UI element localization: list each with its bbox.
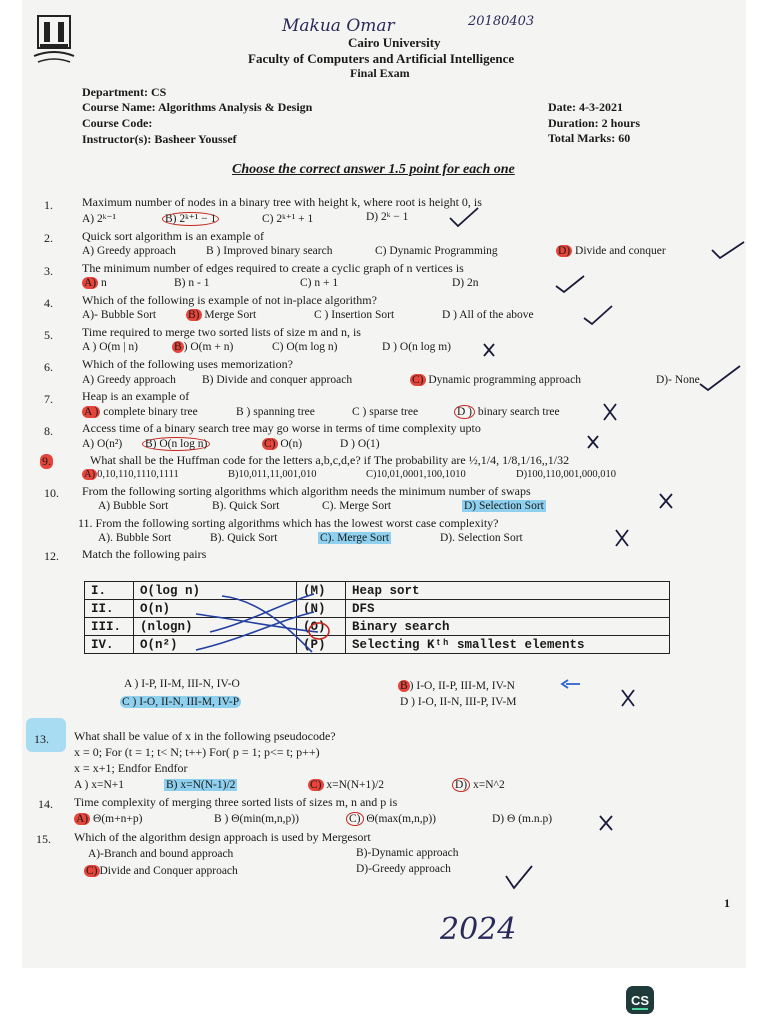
q3-d-text: 2n <box>467 277 479 289</box>
q4-text: Which of the following is example of not in-place algorithm? <box>82 293 377 307</box>
q15-text: Which of the algorithm design approach is used by Mergesort <box>74 830 371 844</box>
q11-option-b[interactable]: B). Quick Sort <box>210 532 278 544</box>
q15-option-b[interactable]: B)-Dynamic approach <box>356 847 459 859</box>
row-complexity: O(log n) <box>134 582 297 600</box>
q3-c-label: C) <box>300 277 312 289</box>
q8-number: 8. <box>44 424 53 438</box>
q2-text: Quick sort algorithm is an example of <box>82 229 264 243</box>
q10-number: 10. <box>44 486 59 500</box>
q6-c-circled: C) <box>412 374 424 386</box>
q10-option-c[interactable]: C). Merge Sort <box>322 500 392 512</box>
q3-d-label: D) <box>452 277 465 289</box>
q3-number: 3. <box>44 264 53 278</box>
row-roman: IV. <box>85 636 134 654</box>
cross-icon <box>484 344 494 356</box>
q13-number: 13. <box>34 732 49 746</box>
q5-b-circled: B <box>174 341 182 353</box>
row-algorithm: DFS <box>346 600 670 618</box>
check-icon <box>712 242 744 258</box>
q13-b-highlight: B) x=N(N-1)/2 <box>166 779 236 791</box>
q5-b-text: ) O(m + n) <box>183 341 234 353</box>
exam-date: Date: 4-3-2021 <box>548 100 623 114</box>
q4-b-text: Merge Sort <box>204 309 257 321</box>
q14-c-circled: C) <box>346 812 364 826</box>
q10-text: From the following sorting algorithms which algorithm needs the minimum number of swaps <box>82 484 531 498</box>
q1-option-c[interactable]: C) 2ᵏ⁺¹ + 1 <box>262 213 314 225</box>
q8-option-a[interactable]: A) O(n²) <box>82 438 123 450</box>
row-algorithm: Selecting Kᵗʰ smallest elements <box>346 636 670 654</box>
q3-c-text: n + 1 <box>314 277 339 289</box>
q15-c-circled: C) <box>86 865 98 877</box>
row-roman: I. <box>85 582 134 600</box>
q4-number: 4. <box>44 296 53 310</box>
row-letter: (P) <box>297 636 346 654</box>
university-name: Cairo University <box>348 35 441 50</box>
q9-text: What shall be the Huffman code for the letters a,b,c,d,e? if The probability are ½,1/4, 1/8,1/16,,1/32 <box>90 453 570 467</box>
faculty-name: Faculty of Computers and Artificial Intelligence <box>248 51 515 66</box>
q1-option-a[interactable]: A) 2ᵏ⁻¹ <box>82 213 116 225</box>
q3-a-circled: A) <box>84 277 97 289</box>
q9-a-text: 0,10,110,1110,1111 <box>97 469 179 480</box>
q11-option-d[interactable]: D). Selection Sort <box>440 532 523 544</box>
q1-text: Maximum number of nodes in a binary tree with height k, where root is height 0, is <box>82 195 482 209</box>
cross-icon <box>616 530 628 546</box>
arrow-icon <box>562 680 580 688</box>
q8-c-text: O(n) <box>280 438 303 450</box>
q4-option-d[interactable]: D ) All of the above <box>442 309 534 321</box>
q15-option-a[interactable]: A)-Branch and bound approach <box>88 848 234 860</box>
q12-option-d[interactable]: D ) I-O, II-N, III-P, IV-M <box>400 696 517 708</box>
q14-option-b[interactable]: B ) Θ(min(m,n,p)) <box>214 813 299 825</box>
q13-code-line1: x = 0; For (t = 1; t< N; t++) For( p = 1; p<= t; p++) <box>74 745 320 759</box>
q15-number: 15. <box>36 832 51 846</box>
q9-option-d[interactable]: D)100,110,001,000,010 <box>516 469 616 480</box>
q6-option-a[interactable]: A) Greedy approach <box>82 374 176 386</box>
q15-option-d[interactable]: D)-Greedy approach <box>356 863 451 875</box>
q5-option-d[interactable]: D ) O(n log m) <box>382 341 451 353</box>
q6-option-b[interactable]: B) Divide and conquer approach <box>202 374 353 386</box>
q14-a-text: Θ(m+n+p) <box>93 813 143 825</box>
row-letter: (O) <box>297 618 346 636</box>
student-name: Makua Omar <box>282 16 395 36</box>
q13-d-circled: D) <box>452 778 470 792</box>
q6-text: Which of the following uses memorization? <box>82 357 293 371</box>
check-icon <box>556 276 584 292</box>
q9-number: 9. <box>42 454 51 468</box>
q10-option-d[interactable]: D) Selection Sort <box>464 500 544 512</box>
q14-a-circled: A) <box>76 813 89 825</box>
row-roman: II. <box>85 600 134 618</box>
q2-d-circled: D) <box>558 245 571 257</box>
q3-text: The minimum number of edges required to create a cyclic graph of n vertices is <box>82 261 464 275</box>
q7-a-circled: A ) <box>84 406 99 418</box>
signature: 2024 <box>440 912 517 947</box>
q7-a-text: complete binary tree <box>103 406 198 418</box>
row-roman: III. <box>85 618 134 636</box>
row-complexity: O(n²) <box>134 636 297 654</box>
q14-number: 14. <box>38 797 53 811</box>
q7-option-b[interactable]: B ) spanning tree <box>236 406 315 418</box>
camscanner-badge <box>626 986 654 1014</box>
q13-text: What shall be value of x in the following pseudocode? <box>74 729 336 743</box>
q2-option-c[interactable]: C) Dynamic Programming <box>375 245 498 257</box>
q12-option-c[interactable]: C ) I-O, II-N, III-M, IV-P <box>122 696 240 708</box>
q6-c-text: Dynamic programming approach <box>428 374 582 386</box>
q8-b-circled: B) O(n log n) <box>142 437 210 451</box>
q2-option-b[interactable]: B ) Improved binary search <box>206 245 333 257</box>
q7-d-text: binary search tree <box>477 406 560 418</box>
q13-c-text: x=N(N+1)/2 <box>326 779 385 791</box>
q12-b-circled: B <box>400 680 408 692</box>
exam-type: Final Exam <box>350 66 410 80</box>
course-name: Course Name: Algorithms Analysis & Design <box>82 100 313 114</box>
q6-option-d[interactable]: D)- None <box>656 374 700 386</box>
q8-text: Access time of a binary search tree may go worse in terms of time complexity upto <box>82 421 481 435</box>
course-code: Course Code: <box>82 116 153 130</box>
q5-number: 5. <box>44 328 53 342</box>
q9-option-b[interactable]: B)10,011,11,001,010 <box>228 469 317 480</box>
q7-d-circled: D ) <box>454 405 475 419</box>
q5-option-a[interactable]: A ) O(m | n) <box>82 341 138 353</box>
student-id: 20180403 <box>468 14 535 29</box>
q3-b-text: n - 1 <box>188 277 210 289</box>
check-icon <box>450 208 478 226</box>
q15-c-text: Divide and Conquer approach <box>99 865 238 877</box>
q1-number: 1. <box>44 198 53 212</box>
q7-text: Heap is an example of <box>82 389 190 403</box>
q12-number: 12. <box>44 549 59 563</box>
q13-code-line2: x = x+1; Endfor Endfor <box>74 761 188 775</box>
cross-icon <box>588 436 598 448</box>
q14-text: Time complexity of merging three sorted lists of sizes m, n and p is <box>74 795 398 809</box>
q5-option-c[interactable]: C) O(m log n) <box>272 341 338 353</box>
q14-option-d[interactable]: D) Θ (m.n.p) <box>492 813 553 825</box>
row-complexity: O(n) <box>134 600 297 618</box>
q4-option-c[interactable]: C ) Insertion Sort <box>314 309 395 321</box>
q3-a-text: n <box>101 277 107 289</box>
row-complexity: (nlogn) <box>134 618 297 636</box>
row-letter: (M) <box>297 582 346 600</box>
q11-option-a[interactable]: A). Bubble Sort <box>98 532 172 544</box>
q2-d-text: Divide and conquer <box>575 245 666 257</box>
q10-option-a[interactable]: A) Bubble Sort <box>98 500 169 512</box>
q10-option-b[interactable]: B). Quick Sort <box>212 500 280 512</box>
cross-icon <box>604 404 616 420</box>
check-icon <box>700 366 740 390</box>
row-letter: (N) <box>297 600 346 618</box>
q12-option-a[interactable]: A ) I-P, II-M, III-N, IV-O <box>124 678 240 690</box>
q1-b-circled: B) 2ᵏ⁺¹ − 1 <box>162 212 219 226</box>
q11-option-c[interactable]: C). Merge Sort <box>320 532 390 544</box>
q6-number: 6. <box>44 360 53 374</box>
q1-option-d[interactable]: D) 2ᵏ − 1 <box>366 211 409 223</box>
q7-number: 7. <box>44 392 53 406</box>
q8-c-circled: C) <box>264 438 276 450</box>
check-icon <box>584 306 612 324</box>
check-icon <box>506 866 532 888</box>
q14-c-text: Θ(max(m,n,p)) <box>366 813 436 825</box>
q13-c-circled: C) <box>310 779 322 791</box>
exam-duration: Duration: 2 hours <box>548 116 641 130</box>
department: Department: CS <box>82 85 167 99</box>
q3-b-label: B) <box>174 277 186 289</box>
total-marks: Total Marks: 60 <box>548 131 631 145</box>
cross-icon <box>622 690 634 706</box>
q12-text: Match the following pairs <box>82 547 207 561</box>
page-number: 1 <box>724 896 730 910</box>
q11-text: 11. From the following sorting algorithms which has the lowest worst case complexity? <box>78 516 499 530</box>
row-algorithm: Binary search <box>346 618 670 636</box>
q8-option-d[interactable]: D ) O(1) <box>340 438 380 450</box>
instructions-title: Choose the correct answer 1.5 point for each one <box>232 162 515 177</box>
q4-option-a[interactable]: A)- Bubble Sort <box>82 309 157 321</box>
q2-option-a[interactable]: A) Greedy approach <box>82 245 176 257</box>
instructor: Instructor(s): Basheer Youssef <box>82 132 237 146</box>
q2-number: 2. <box>44 231 53 245</box>
cross-icon <box>660 494 672 508</box>
q4-b-circled: B) <box>188 309 200 321</box>
q7-option-c[interactable]: C ) sparse tree <box>352 406 419 418</box>
row-algorithm: Heap sort <box>346 582 670 600</box>
badge-text: CS <box>630 992 650 1008</box>
cross-icon <box>600 816 612 830</box>
q5-text: Time required to merge two sorted lists of size m and n, is <box>82 325 361 339</box>
q13-option-a[interactable]: A ) x=N+1 <box>74 779 125 791</box>
q12-b-text: ) I-O, II-P, III-M, IV-N <box>409 680 515 692</box>
q9-a-circled: A) <box>84 469 96 480</box>
q13-d-text: x=N^2 <box>473 779 505 791</box>
q9-option-c[interactable]: C)10,01,0001,100,1010 <box>366 469 466 480</box>
